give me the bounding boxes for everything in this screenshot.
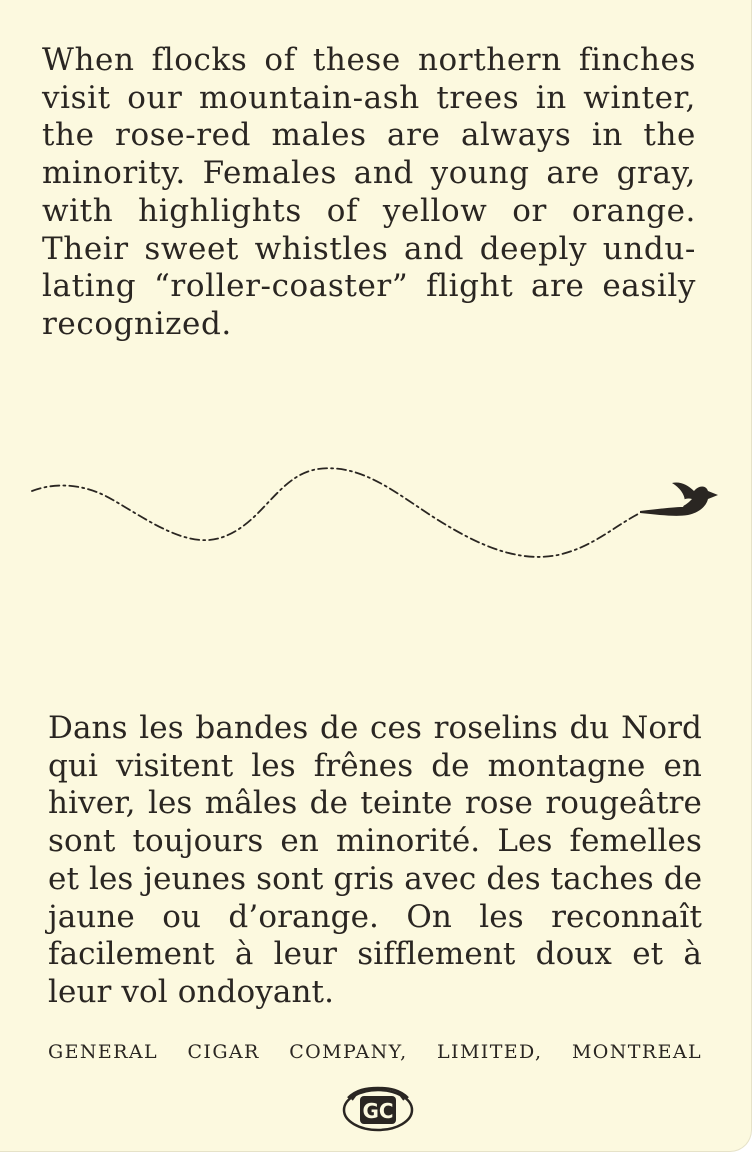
french-line: Dans les bandes de ces roselins du Nord xyxy=(48,710,702,746)
english-line: Their sweet whistles and deeply undu- xyxy=(42,230,696,267)
french-line: leur vol ondoyant. xyxy=(48,973,335,1010)
finch-silhouette-icon xyxy=(640,482,718,515)
english-line: When flocks of these northern finches xyxy=(42,42,696,78)
french-line: jaune ou d’orange. On les reconnaît xyxy=(48,898,702,935)
general-cigar-logo xyxy=(336,1080,420,1136)
english-line: the rose-red males are always in the xyxy=(42,117,696,154)
english-line: recognized. xyxy=(42,305,232,342)
company-footer: GENERAL CIGAR COMPANY, LIMITED, MONTREAL xyxy=(48,1041,702,1063)
logo-letters: GC xyxy=(362,1099,394,1123)
french-line: facilement à leur sifflement doux et à xyxy=(48,936,702,973)
english-line: minority. Females and young are gray, xyxy=(42,155,696,192)
english-line: lating “roller-coaster” flight are easily xyxy=(42,268,696,305)
french-line: et les jeunes sont gris avec des taches de xyxy=(48,860,703,897)
english-line: visit our mountain-ash trees in winter, xyxy=(42,79,696,116)
french-line: hiver, les mâles de teinte rose rougeâtre xyxy=(48,785,702,822)
french-line: qui visitent les frênes de montagne en xyxy=(48,747,702,784)
french-line: sont toujours en minorité. Les femelles xyxy=(48,823,702,860)
french-description xyxy=(48,710,702,1012)
english-line: with highlights of yellow or orange. xyxy=(42,192,696,229)
english-description xyxy=(42,42,696,344)
undulating-flight-path xyxy=(32,468,640,557)
flight-path-illustration xyxy=(28,455,718,585)
